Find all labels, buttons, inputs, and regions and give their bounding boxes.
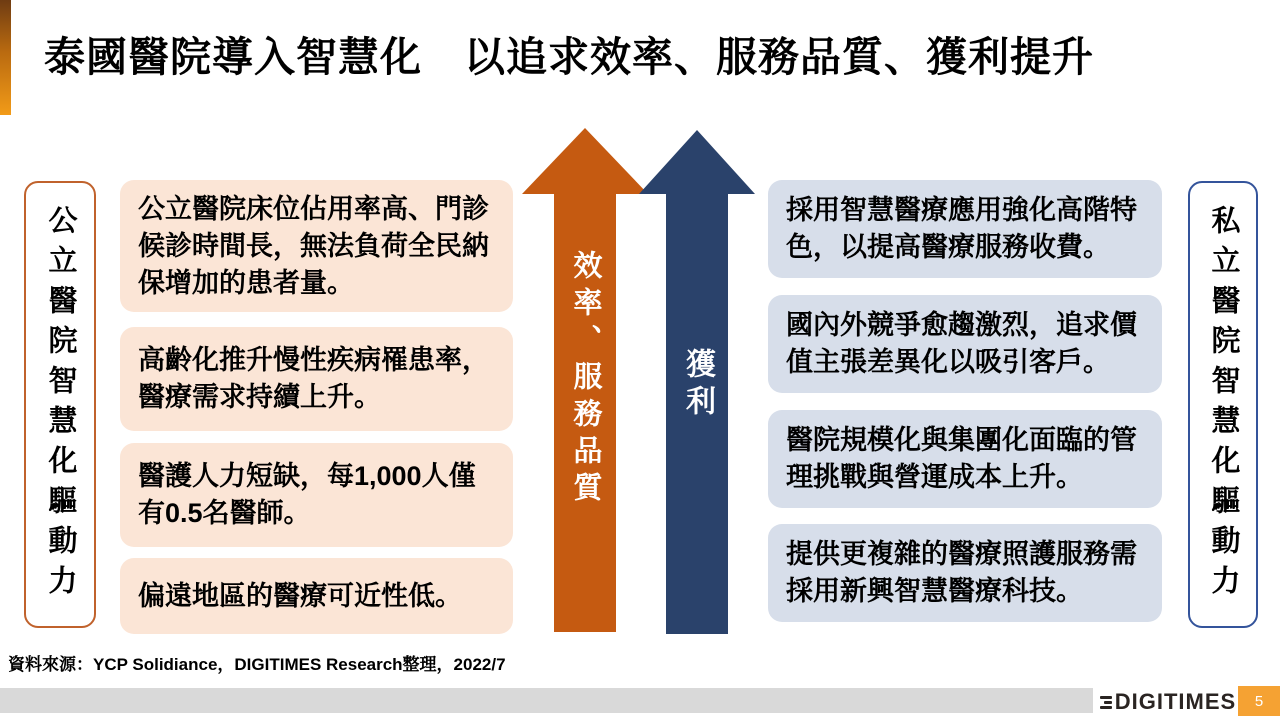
arrow-up-icon (522, 128, 648, 194)
page-number-badge: 5 (1238, 686, 1280, 716)
arrow-up-icon (639, 130, 755, 194)
digitimes-logo (1098, 688, 1238, 716)
footer-bar (0, 688, 1093, 713)
public-driver-item-1: 公立醫院床位佔用率高、門診候診時間長，無法負荷全民納保增加的患者量。 (120, 180, 513, 312)
logo-speed-lines-icon (1100, 696, 1112, 709)
page-title: 泰國醫院導入智慧化 以追求效率、服務品質、獲利提升 (44, 34, 1094, 80)
public-hospital-driver-label-box (24, 181, 96, 628)
profit-arrow (639, 130, 755, 634)
profit-arrow-label: 獲利 (681, 348, 714, 422)
private-driver-item-1: 採用智慧醫療應用強化高階特色，以提高醫療服務收費。 (768, 180, 1162, 278)
edge-accent-bar (0, 0, 11, 115)
private-driver-item-4: 提供更複雜的醫療照護服務需採用新興智慧醫療科技。 (768, 524, 1162, 622)
private-hospital-driver-label: 私立醫院智慧化驅動力 (1207, 204, 1240, 605)
public-hospital-driver-label: 公立醫院智慧化驅動力 (44, 204, 77, 605)
private-hospital-driver-label-box (1188, 181, 1258, 628)
private-driver-item-2: 國內外競爭愈趨激烈，追求價值主張差異化以吸引客戶。 (768, 295, 1162, 393)
public-driver-item-4: 偏遠地區的醫療可近性低。 (120, 558, 513, 634)
logo-text: DIGITIMES (1114, 689, 1237, 714)
public-driver-item-2: 高齡化推升慢性疾病罹患率，醫療需求持續上升。 (120, 327, 513, 431)
public-driver-item-3: 醫護人力短缺，每1,000人僅有0.5名醫師。 (120, 443, 513, 547)
private-driver-item-3: 醫院規模化與集團化面臨的管理挑戰與營運成本上升。 (768, 410, 1162, 508)
efficiency-quality-arrow-label: 效率、服務品質 (569, 250, 602, 509)
efficiency-quality-arrow (522, 128, 648, 632)
source-note: 資料來源：YCP Solidiance，DIGITIMES Research整理，2022/7 (8, 655, 506, 674)
